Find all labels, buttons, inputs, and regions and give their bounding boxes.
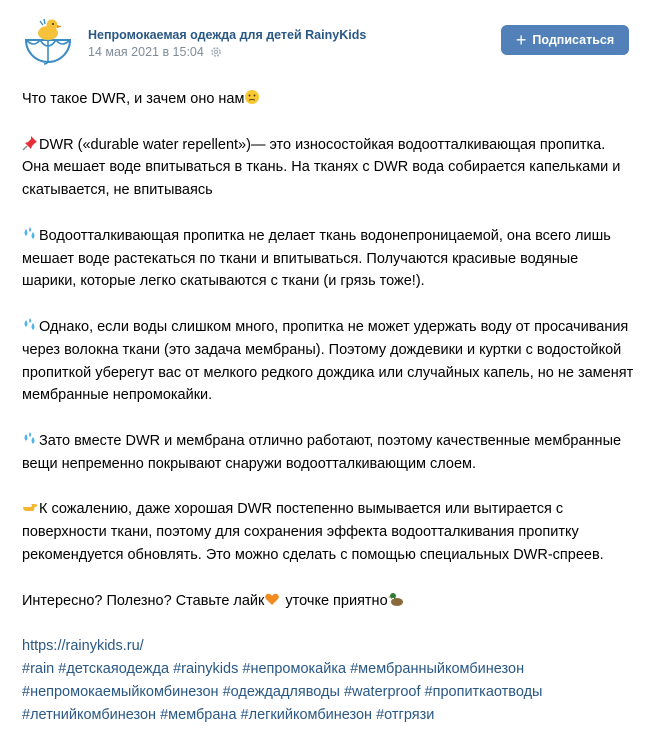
hashtag[interactable]: #мембранныйкомбинезон [350,660,525,677]
paragraph-2 [22,225,634,293]
subscribe-label: Подписаться [532,33,615,47]
paragraph-6-text-b: уточке приятно [281,592,388,609]
hashtag[interactable]: #rain [22,660,55,677]
paragraph-5 [22,498,634,566]
hashtag[interactable]: #одеждадляводы [222,683,340,700]
paragraph-6-text-a: Интересно? Полезно? Ставьте лайк [22,592,265,609]
hashtag[interactable]: #мембрана [160,706,237,723]
paragraph-1 [22,134,634,202]
post-title: Что такое DWR, и зачем оно нам [22,91,245,107]
community-name[interactable]: Непромокаемая одежда для детей RainyKids [88,28,367,42]
pushpin-emoji-icon [22,135,38,151]
paragraph-1-text: DWR («durable water repellent»)— это износостойкая водоотталкивающая пропитка. Она мешает воде впитываться в ткань. На тканях с DWR вода собирается капельками и скатывается, не впитываясь [22,136,621,199]
plus-icon: + [515,29,527,50]
paragraph-4 [22,430,634,476]
hashtag[interactable]: #детскаяодежда [58,660,170,677]
hashtag[interactable]: #летнийкомбинезон [22,706,157,723]
post-text [22,88,634,726]
paragraph-6 [22,590,634,613]
hashtag[interactable]: #отгрязи [376,706,435,723]
links-paragraph [22,635,634,726]
paragraph-2-text: Водоотталкивающая пропитка не делает ткань водонепроницаемой, она всего лишь мешает воде растекаться по ткани и впитываться. Получаются красивые водяные шарики, которые легко скатываются с ткани (и грязь тоже!). [22,227,611,290]
hashtag-list [22,661,542,723]
sweat-droplets-emoji-icon [22,317,38,333]
hashtag[interactable]: #непромокаемыйкомбинезон [22,683,219,700]
paragraph-5-text: К сожалению, даже хорошая DWR постепенно вымывается или вытирается с поверхности ткани, поэтому для сохранения эффекта водоотталкивания пропитку рекомендуется обновлять. Это можно сделать с помощью специальных DWR-спреев. [22,501,604,563]
post-title-paragraph [22,88,634,111]
thinking-face-emoji-icon [244,89,260,105]
community-avatar[interactable] [22,14,74,66]
paragraph-3 [22,316,634,407]
hashtag[interactable]: #легкийкомбинезон [240,706,373,723]
post-header [22,14,629,70]
duck-emoji-icon [388,591,404,607]
external-link[interactable]: https://rainykids.ru/ [22,638,144,655]
hashtag[interactable]: #пропиткаотводы [424,683,543,700]
paragraph-4-text: Зато вместе DWR и мембрана отлично работают, поэтому качественные мембранные вещи непременно покрывают снаружи водоотталкивающим слоем. [22,432,622,472]
umbrella-duck-logo-icon [22,14,74,66]
sweat-droplets-emoji-icon [22,431,38,447]
pointing-hand-emoji-icon [22,499,38,515]
post-date[interactable] [88,45,222,59]
gear-icon[interactable] [210,46,222,58]
hashtag[interactable]: #waterproof [343,683,421,700]
orange-heart-emoji-icon [264,591,280,607]
subscribe-button[interactable] [501,25,629,55]
sweat-droplets-emoji-icon [22,226,38,242]
post-date-text[interactable]: 14 мая 2021 в 15:04 [88,45,204,59]
hashtag[interactable]: #непромокайка [242,660,347,677]
paragraph-3-text: Однако, если воды слишком много, пропитка не может удержать воду от просачивания через волокна ткани (это задача мембраны). Поэтому дождевики и куртки с водостойкой пропиткой уберегут вас от мелкого редкого дождика или случайных капель, но не заменят мембранные непромокайки. [22,318,634,404]
hashtag[interactable]: #rainykids [173,660,239,677]
